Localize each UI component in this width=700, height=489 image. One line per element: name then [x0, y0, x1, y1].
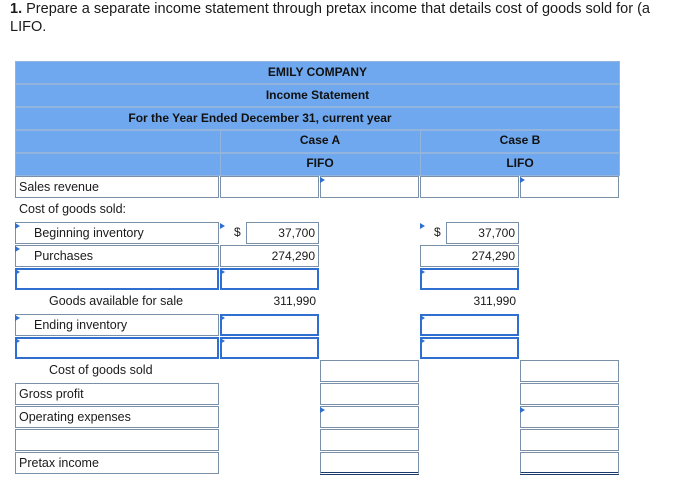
case-a-method: FIFO — [306, 156, 334, 170]
beginning-b-value: 37,700 — [478, 226, 515, 240]
question-line-1 — [10, 0, 698, 18]
pretax-b-input[interactable] — [520, 452, 619, 475]
ending-b-input[interactable] — [420, 314, 519, 336]
sales-b-2-marker — [520, 177, 525, 183]
extra-row2-b-marker — [420, 338, 425, 344]
beginning-b-currency: $ — [434, 225, 441, 239]
cogs-header-label: Cost of goods sold: — [19, 202, 127, 216]
beginning-a-currency: $ — [234, 225, 241, 239]
statement-period: For the Year Ended December 31, current year — [15, 107, 620, 130]
purchases-b-value-cell[interactable] — [420, 245, 519, 267]
ending-label-cell[interactable] — [15, 314, 219, 336]
opex-b-marker — [520, 407, 525, 413]
extra-row2-label-input[interactable] — [15, 337, 219, 359]
ending-marker — [15, 315, 20, 321]
extra-row2-a-marker — [220, 338, 225, 344]
extra-row-b-marker — [420, 269, 425, 275]
sales-label: Sales revenue — [19, 180, 99, 194]
cogs-b-input[interactable] — [520, 360, 619, 382]
purchases-marker — [15, 246, 20, 252]
extra-row-label-input[interactable] — [15, 268, 219, 290]
opex-a-marker — [320, 407, 325, 413]
sales-b-1[interactable] — [420, 176, 519, 198]
sales-label-cell[interactable] — [15, 176, 219, 198]
purchases-b-value: 274,290 — [471, 249, 515, 263]
pretax-label-cell[interactable] — [15, 452, 219, 474]
ending-label: Ending inventory — [34, 318, 128, 332]
purchases-a-value-cell[interactable] — [220, 245, 319, 267]
extra-row-b-input[interactable] — [420, 268, 519, 290]
ending-b-marker — [420, 315, 425, 321]
opex-label: Operating expenses — [19, 410, 131, 424]
sales-a-2[interactable] — [320, 176, 419, 198]
purchases-label: Purchases — [34, 249, 94, 263]
extra-row3-label-input[interactable] — [15, 429, 219, 451]
available-a-value: 311,990 — [273, 294, 316, 308]
extra-row3-a-input[interactable] — [320, 429, 419, 451]
sales-a-2-marker — [320, 177, 325, 183]
company-name: EMILY COMPANY — [15, 61, 620, 84]
beginning-a-marker — [220, 223, 225, 229]
question-text: Prepare a separate income statement through pretax income that details cost of goods sold for (a — [26, 1, 650, 17]
ending-a-marker — [220, 315, 225, 321]
question-line-2: LIFO. — [10, 19, 47, 35]
cogs-a-input[interactable] — [320, 360, 419, 382]
opex-b-input[interactable] — [520, 406, 619, 428]
gross-label-cell[interactable] — [15, 383, 219, 405]
beginning-label: Beginning inventory — [34, 226, 144, 240]
opex-label-cell[interactable] — [15, 406, 219, 428]
beginning-a-value-cell[interactable] — [246, 222, 319, 244]
extra-row-a-marker — [220, 269, 225, 275]
question-number: 1. — [10, 1, 23, 17]
statement-title: Income Statement — [15, 84, 620, 107]
available-label: Goods available for sale — [49, 294, 184, 308]
beginning-b-value-cell[interactable] — [446, 222, 519, 244]
purchases-label-cell[interactable] — [15, 245, 219, 267]
opex-a-input[interactable] — [320, 406, 419, 428]
sales-b-2[interactable] — [520, 176, 619, 198]
gross-a-input[interactable] — [320, 383, 419, 405]
beginning-label-cell[interactable] — [15, 222, 219, 244]
sales-a-1[interactable] — [220, 176, 319, 198]
beginning-a-value: 37,700 — [278, 226, 315, 240]
pretax-a-input[interactable] — [320, 452, 419, 475]
gross-b-input[interactable] — [520, 383, 619, 405]
pretax-label: Pretax income — [19, 456, 99, 470]
extra-row2-b-input[interactable] — [420, 337, 519, 359]
beginning-marker — [15, 223, 20, 229]
extra-row2-a-input[interactable] — [220, 337, 319, 359]
ending-a-input[interactable] — [220, 314, 319, 336]
beginning-b-marker — [420, 223, 425, 229]
available-b-value: 311,990 — [473, 294, 516, 308]
extra-row-marker — [15, 269, 20, 275]
case-b-method: LIFO — [506, 156, 534, 170]
extra-row3-b-input[interactable] — [520, 429, 619, 451]
extra-row-a-input[interactable] — [220, 268, 319, 290]
case-b-label: Case B — [499, 133, 541, 147]
purchases-a-value: 274,290 — [271, 249, 315, 263]
cogs-label: Cost of goods sold — [49, 363, 153, 377]
gross-label: Gross profit — [19, 387, 84, 401]
case-a-label: Case A — [299, 133, 341, 147]
extra-row2-marker — [15, 338, 20, 344]
